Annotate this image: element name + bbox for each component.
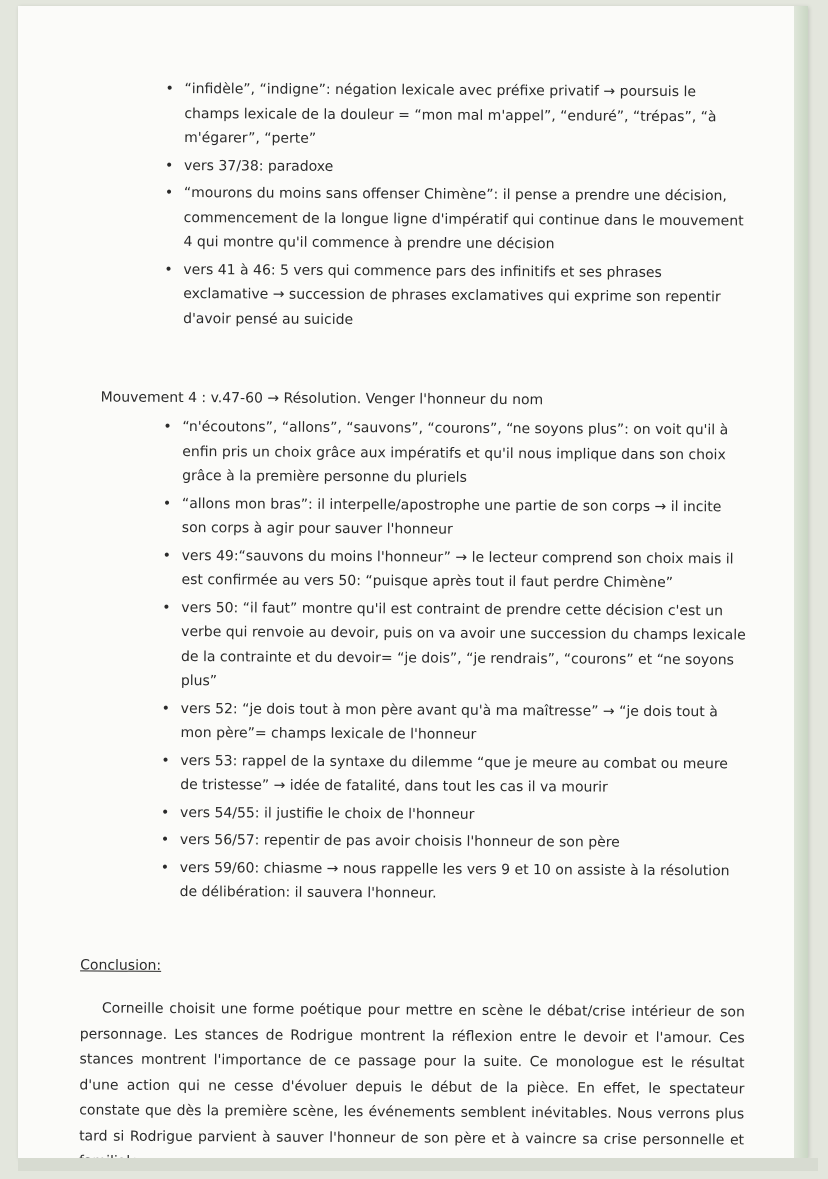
page-content <box>11 6 808 1163</box>
bullet-item: • vers 56/57: repentir de pas avoir choisis l'honneur de son père <box>180 828 745 856</box>
movement-4-heading: Mouvement 4 : v.47-60 → Résolution. Venger l'honneur du nom <box>100 389 544 409</box>
conclusion-heading: Conclusion: <box>80 957 162 974</box>
movement-3-bullet-list <box>183 77 745 337</box>
bullet-item: • “mourons du moins sans offenser Chimène”: il pense a prendre une décision, commencement de la longue ligne d'impératif qui continue dans le mouvement 4 qui montre qu'il commence à prendre une décision <box>183 181 743 258</box>
bullet-item: • “infidèle”, “indigne”: négation lexicale avec préfixe privatif → poursuis le champs lexicale de la douleur = “mon mal m'appel”, “enduré”, “trépas”, “à m'égarer”, “perte” <box>184 77 744 154</box>
bullet-item: • “allons mon bras”: il interpelle/apostrophe une partie de son corps → il incite son corps à agir pour sauver l'honneur <box>182 492 747 544</box>
bullet-item: • vers 54/55: il justifie le choix de l'honneur <box>180 801 745 829</box>
movement-4-bullet-list <box>179 415 747 911</box>
bullet-item: • vers 41 à 46: 5 vers qui commence pars des infinitifs et ses phrases exclamative → succession de phrases exclamatives qui exprime son repentir d'avoir pensé au suicide <box>183 258 743 335</box>
bullet-item: • vers 49:“sauvons du moins l'honneur” → le lecteur comprend son choix mais il est confirmée au vers 50: “puisque après tout il faut perdre Chimène” <box>181 544 746 596</box>
bullet-item: • vers 59/60: chiasme → nous rappelle les vers 9 et 10 on assiste à la résolution de délibération: il sauvera l'honneur. <box>180 856 745 908</box>
conclusion-paragraph: Corneille choisit une forme poétique pour mettre en scène le débat/crise intérieur de son personnage. Les stances de Rodrigue montrent la réflexion entre le devoir et l'amour. Ces stances montrent l'importance de ce passage pour la suite. Ce monologue est le résultat d'une action qui ne cesse d'évoluer depuis le début de la pièce. En effet, le spectateur constate que dès la première scène, les événements semblent inévitables. Nous verrons plus tard si Rodrigue parvient à sauver l'honneur de son père et à vaincre sa crise personnelle et <box>79 1000 745 1148</box>
bullet-item: • vers 50: “il faut” montre qu'il est contraint de prendre cette décision c'est un verbe qui renvoie au devoir, puis on va avoir une succession du champs lexicale de la contrainte et du devoir= “je dois”, “je rendrais”, “courons” et “ne soyons plus” <box>181 596 747 697</box>
bullet-item: • vers 53: rappel de la syntaxe du dilemme “que je meure au combat ou meure de tristesse” → idée de fatalité, dans tout les cas il va mourir <box>180 749 745 801</box>
bullet-item: • vers 52: “je dois tout à mon père avant qu'à ma maîtresse” → “je dois tout à mon père”= champs lexicale de l'honneur <box>180 697 745 749</box>
document-page <box>18 6 808 1158</box>
bullet-item: • “n'écoutons”, “allons”, “sauvons”, “courons”, “ne soyons plus”: on voit qu'il à enfin pris un choix grâce aux impératifs et qu'il nous implique dans son choix grâce à la première personne du pluriels <box>182 415 747 492</box>
page-bottom-edge <box>18 1158 818 1171</box>
bullet-item: • vers 37/38: paradoxe <box>184 154 744 182</box>
